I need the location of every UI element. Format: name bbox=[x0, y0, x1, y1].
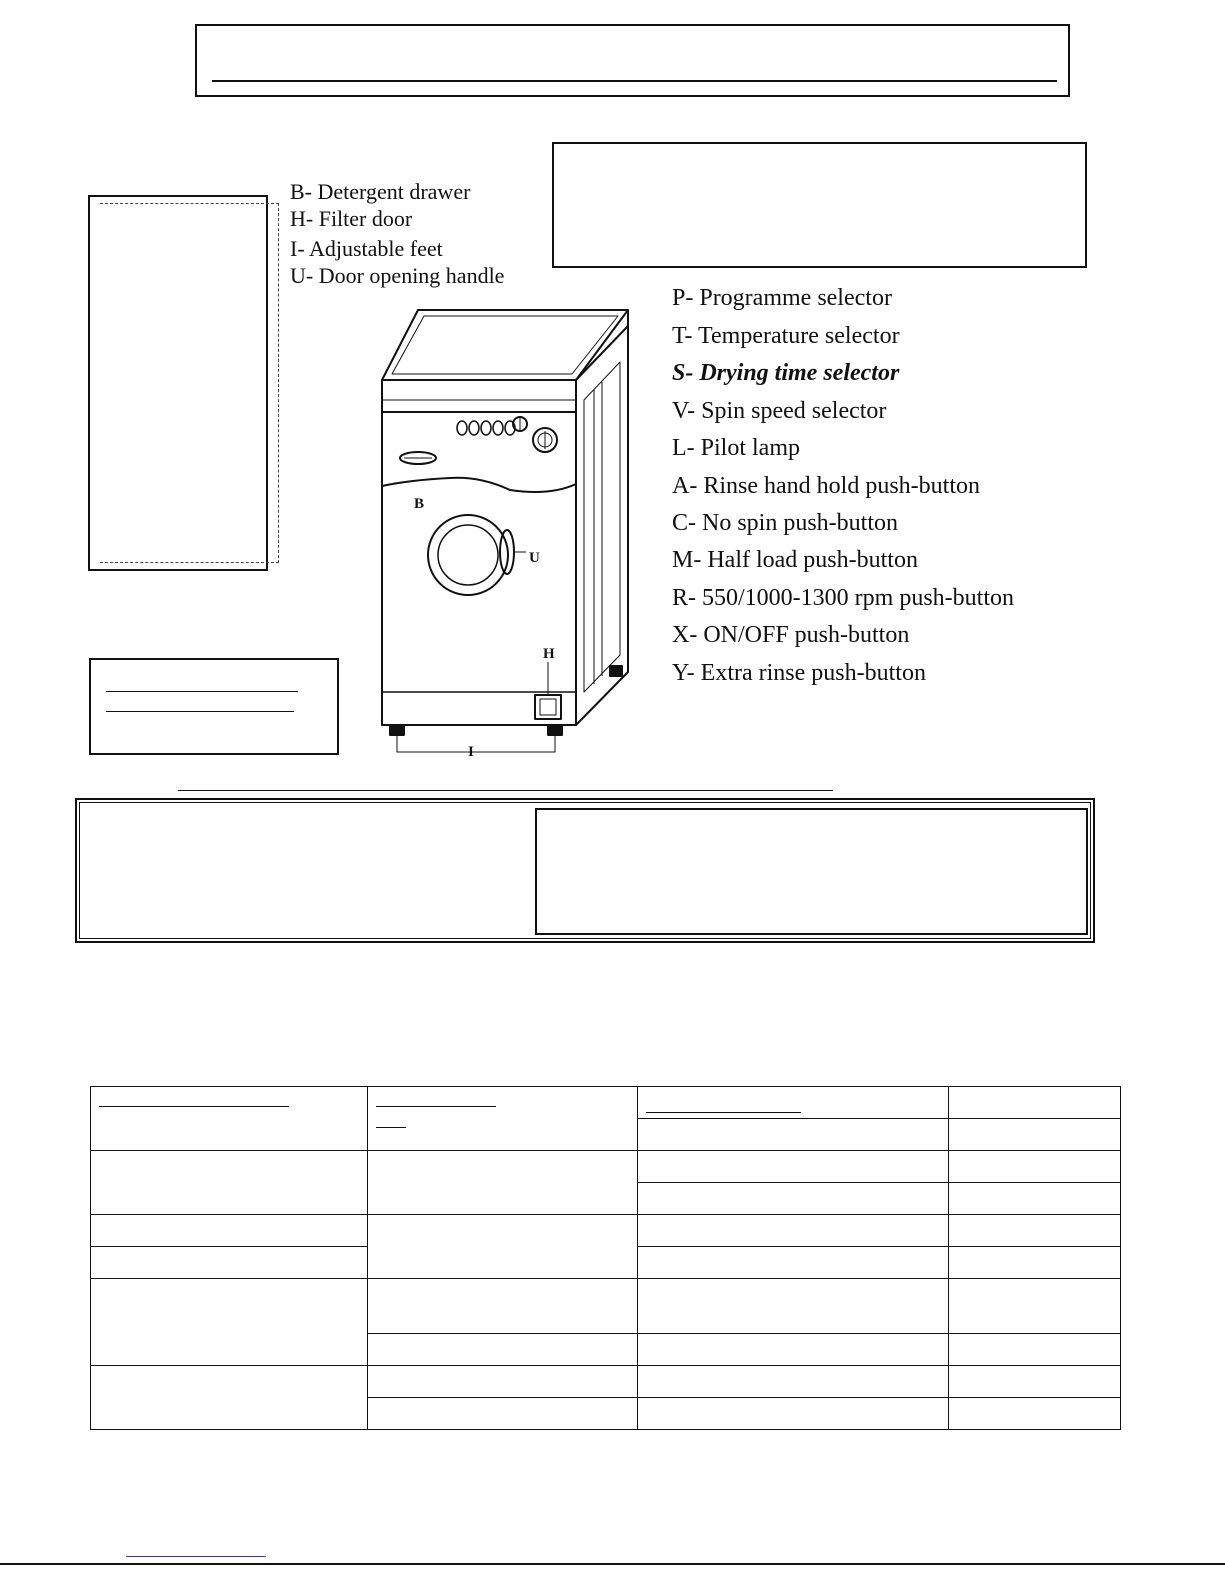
table-cell bbox=[91, 1247, 368, 1279]
adjustable-foot-right bbox=[548, 725, 562, 735]
table-cell bbox=[949, 1279, 1121, 1334]
table-cell bbox=[638, 1366, 949, 1398]
control-m: M- Half load push-button bbox=[672, 547, 918, 573]
header-underline bbox=[212, 80, 1057, 82]
washing-machine-illustration bbox=[370, 300, 640, 770]
table-cell bbox=[91, 1279, 368, 1366]
control-t: T- Temperature selector bbox=[672, 323, 900, 349]
control-c: C- No spin push-button bbox=[672, 510, 899, 536]
control-p: P- Programme selector bbox=[672, 285, 892, 311]
control-v: V- Spin speed selector bbox=[672, 398, 887, 424]
control-s: S- Drying time selector bbox=[672, 360, 900, 386]
control-r: R- 550/1000-1300 rpm push-button bbox=[672, 585, 1014, 611]
table-cell bbox=[949, 1215, 1121, 1247]
table-cell bbox=[949, 1247, 1121, 1279]
adjustable-foot-left bbox=[390, 725, 404, 735]
diagram-label-b: B bbox=[414, 496, 425, 512]
table-cell bbox=[91, 1215, 368, 1247]
machine-top bbox=[382, 310, 628, 380]
diagram-label-u: U bbox=[529, 550, 540, 566]
parts-legend-i: I- Adjustable feet bbox=[290, 236, 443, 261]
control-a: A- Rinse hand hold push-button bbox=[672, 473, 980, 499]
footer-rule bbox=[0, 1563, 1225, 1565]
section-separator bbox=[178, 790, 833, 791]
header-box bbox=[195, 24, 1070, 97]
diagram-label-i: I bbox=[468, 744, 474, 760]
table-cell bbox=[638, 1334, 949, 1366]
left-small-box bbox=[89, 658, 339, 755]
table-cell bbox=[91, 1151, 368, 1215]
table-cell bbox=[638, 1398, 949, 1430]
table-cell bbox=[368, 1279, 638, 1334]
table-cell bbox=[91, 1087, 368, 1151]
table-cell bbox=[638, 1151, 949, 1183]
table-cell bbox=[638, 1119, 949, 1151]
table-cell bbox=[368, 1398, 638, 1430]
wide-inner-box bbox=[535, 808, 1088, 935]
table-cell bbox=[368, 1151, 638, 1215]
table-cell bbox=[368, 1334, 638, 1366]
table-cell bbox=[949, 1087, 1121, 1119]
table-cell bbox=[949, 1119, 1121, 1151]
table-cell bbox=[949, 1183, 1121, 1215]
table-cell bbox=[949, 1151, 1121, 1183]
table-cell bbox=[368, 1366, 638, 1398]
spec-table bbox=[90, 1086, 1121, 1430]
control-x: X- ON/OFF push-button bbox=[672, 622, 910, 648]
table-cell bbox=[638, 1087, 949, 1119]
control-l: L- Pilot lamp bbox=[672, 435, 800, 461]
left-tall-dashed-outline bbox=[100, 203, 279, 563]
table-cell bbox=[638, 1215, 949, 1247]
table-cell bbox=[949, 1334, 1121, 1366]
table-cell bbox=[638, 1183, 949, 1215]
parts-legend-h: H- Filter door bbox=[290, 206, 413, 231]
table-cell bbox=[368, 1087, 638, 1151]
parts-legend-b: B- Detergent drawer bbox=[290, 179, 471, 204]
diagram-label-h: H bbox=[543, 646, 555, 662]
table-cell bbox=[638, 1247, 949, 1279]
parts-legend-u: U- Door opening handle bbox=[290, 263, 505, 288]
table-cell bbox=[949, 1398, 1121, 1430]
control-y: Y- Extra rinse push-button bbox=[672, 660, 926, 686]
top-right-box bbox=[552, 142, 1087, 268]
wide-double-box bbox=[75, 798, 1095, 943]
table-cell bbox=[368, 1215, 638, 1279]
machine-door bbox=[428, 515, 508, 595]
table-cell bbox=[949, 1366, 1121, 1398]
footer-link-underline[interactable] bbox=[126, 1556, 266, 1557]
table-cell bbox=[638, 1279, 949, 1334]
table-cell bbox=[91, 1366, 368, 1430]
